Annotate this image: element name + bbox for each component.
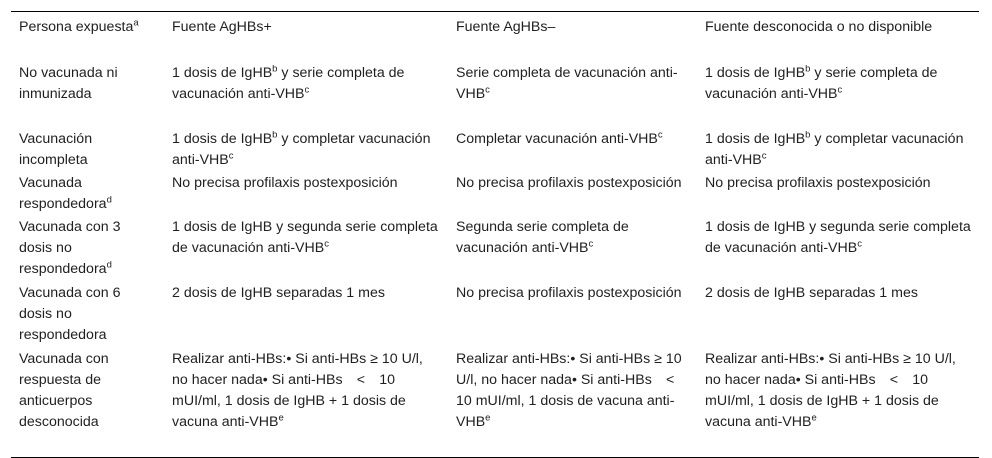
- cell-persona: [11, 172, 164, 216]
- table-row: [11, 216, 979, 282]
- header-persona-expuesta: [11, 12, 164, 62]
- header-persona-label: Persona expuesta: [19, 19, 134, 35]
- footnote-marker: d: [106, 258, 112, 270]
- table-row: [11, 282, 979, 348]
- cell-persona: [11, 62, 164, 128]
- cell-fuente-negativa: [448, 172, 697, 216]
- footnote-marker: c: [485, 83, 490, 95]
- cell-fuente-positiva: [164, 216, 448, 282]
- cell-text: 1 dosis de IgHB: [172, 130, 273, 147]
- cell-text: 1 dosis de IgHB y segunda serie completa de vacunación anti-VHB: [705, 218, 971, 256]
- cell-text: No precisa profilaxis postexposición: [705, 174, 931, 191]
- cell-text: No precisa profilaxis postexposición: [456, 284, 682, 301]
- cell-persona: [11, 128, 164, 172]
- persona-label: Vacunación incompleta: [19, 130, 93, 168]
- footnote-marker: e: [811, 411, 817, 423]
- cell-fuente-desconocida: [697, 128, 979, 172]
- table-row: [11, 172, 979, 216]
- footnote-marker: c: [324, 237, 329, 249]
- cell-fuente-desconocida: [697, 216, 979, 282]
- cell-text: 2 dosis de IgHB separadas 1 mes: [172, 284, 385, 301]
- footnote-marker: c: [837, 83, 843, 95]
- cell-text: 2 dosis de IgHB separadas 1 mes: [705, 284, 918, 301]
- cell-text: 1 dosis de IgHB: [172, 64, 273, 81]
- cell-fuente-positiva: [164, 282, 448, 348]
- footnote-marker: c: [761, 149, 767, 161]
- cell-text: y serie completa de vacunación anti-VHB: [172, 64, 405, 102]
- footnote-marker: c: [304, 83, 310, 95]
- persona-label: Vacunada con 3 dosis no respondedora: [19, 218, 121, 277]
- cell-text: 1 dosis de IgHB: [705, 64, 806, 81]
- cell-fuente-positiva: [164, 348, 448, 458]
- header-fuente-positiva: Fuente AgHBs+: [172, 19, 272, 35]
- cell-fuente-positiva: [164, 172, 448, 216]
- cell-fuente-desconocida: [697, 282, 979, 348]
- footnote-marker: e: [278, 411, 284, 423]
- cell-fuente-negativa: [448, 282, 697, 348]
- footnote-marker: e: [485, 411, 491, 423]
- cell-text: Realizar anti-HBs:• Si anti-HBs ≥ 10 U/l, no hacer nada• Si anti-HBs < 10 mUI/ml, 1 dosis de vacuna anti-VHB: [456, 350, 689, 430]
- cell-text: y completar vacunación anti-VHB: [172, 130, 431, 168]
- header-row: [11, 12, 979, 62]
- persona-label: Vacunada con respuesta de anticuerpos desconocida: [19, 350, 109, 430]
- cell-fuente-desconocida: [697, 62, 979, 128]
- cell-text: Serie completa de vacunación anti-VHB: [456, 64, 678, 102]
- table-header: [11, 12, 979, 62]
- footnote-marker: b: [272, 128, 278, 140]
- header-fuente-desconocida: Fuente desconocida o no disponible: [705, 19, 933, 35]
- cell-text: Realizar anti-HBs:• Si anti-HBs ≥ 10 U/l, no hacer nada• Si anti-HBs < 10 mUI/ml, 1 dosis de IgHB + 1 dosis de vacuna anti-VHB: [172, 350, 423, 430]
- cell-fuente-negativa: [448, 348, 697, 458]
- footnote-marker: b: [272, 62, 278, 74]
- cell-text: y serie completa de vacunación anti-VHB: [705, 64, 938, 102]
- cell-fuente-negativa: [448, 62, 697, 128]
- cell-persona: [11, 348, 164, 458]
- table-row: [11, 348, 979, 458]
- table-row: [11, 128, 979, 172]
- table-body: [11, 62, 979, 458]
- cell-text: 1 dosis de IgHB: [705, 130, 806, 147]
- table-row: [11, 62, 979, 128]
- cell-text: y completar vacunación anti-VHB: [705, 130, 964, 168]
- prophylaxis-table: [11, 11, 979, 458]
- footnote-marker: c: [657, 128, 663, 140]
- persona-label: Vacunada con 6 dosis no respondedora: [19, 284, 121, 343]
- header-fuente-negativa: Fuente AgHBs–: [456, 19, 556, 35]
- footnote-marker: b: [805, 128, 811, 140]
- footnote-marker: c: [588, 237, 594, 249]
- header-persona-footnote: a: [133, 17, 139, 29]
- footnote-marker: d: [106, 193, 112, 205]
- cell-text: No precisa profilaxis postexposición: [456, 174, 682, 191]
- cell-text: Segunda serie completa de vacunación anti-VHB: [456, 218, 629, 256]
- cell-persona: [11, 282, 164, 348]
- cell-fuente-negativa: [448, 128, 697, 172]
- persona-label: No vacunada ni inmunizada: [19, 64, 118, 102]
- cell-fuente-negativa: [448, 216, 697, 282]
- cell-fuente-desconocida: [697, 172, 979, 216]
- footnote-marker: b: [805, 62, 811, 74]
- cell-fuente-desconocida: [697, 348, 979, 458]
- cell-text: No precisa profilaxis postexposición: [172, 174, 398, 191]
- footnote-marker: c: [228, 149, 234, 161]
- footnote-marker: c: [857, 237, 862, 249]
- persona-label: Vacunada respondedora: [19, 174, 107, 212]
- cell-text: Completar vacunación anti-VHB: [456, 130, 658, 147]
- cell-fuente-positiva: [164, 128, 448, 172]
- cell-persona: [11, 216, 164, 282]
- cell-fuente-positiva: [164, 62, 448, 128]
- cell-text: Realizar anti-HBs:• Si anti-HBs ≥ 10 U/l, no hacer nada• Si anti-HBs < 10 mUI/ml, 1 dosis de IgHB + 1 dosis de vacuna anti-VHB: [705, 350, 956, 430]
- cell-text: 1 dosis de IgHB y segunda serie completa de vacunación anti-VHB: [172, 218, 438, 256]
